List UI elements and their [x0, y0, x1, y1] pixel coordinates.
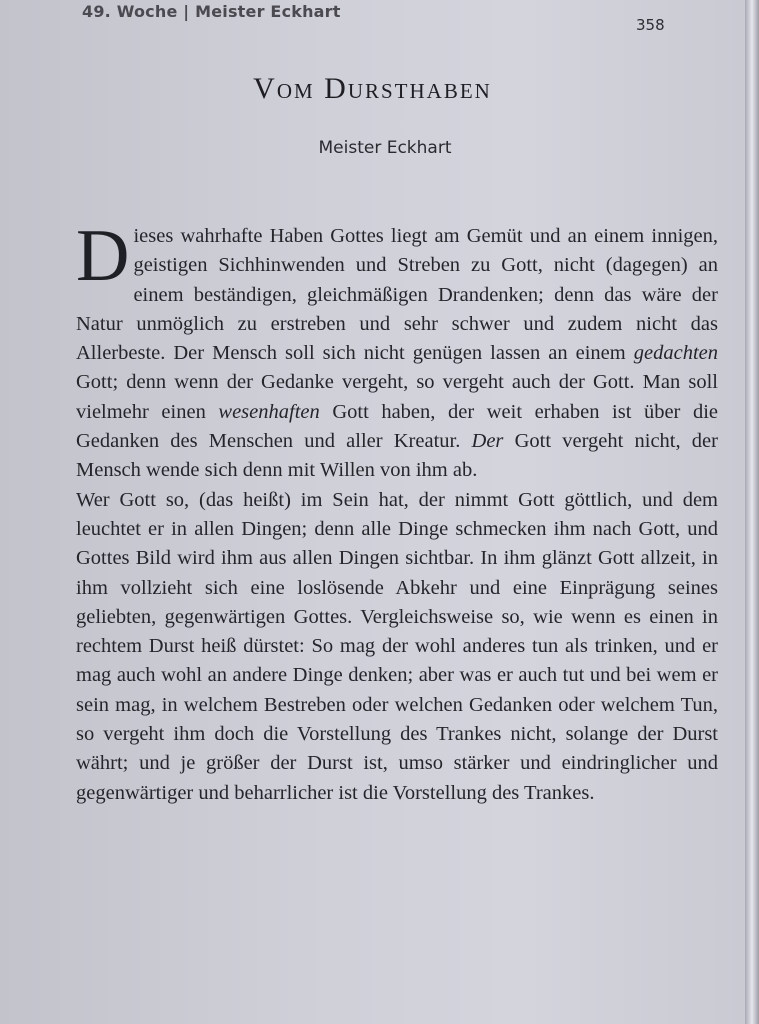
drop-cap: D [76, 215, 130, 297]
text-run: Gott vergeht nicht, der Mensch wende sich denn mit Willen von ihm ab. [76, 430, 718, 482]
body-text [76, 215, 719, 808]
page-edge [745, 0, 759, 1024]
emphasized-text: wesenhaften [218, 400, 320, 423]
text-run: Gott haben, der weit erhaben ist über die Gedanken des Menschen und aller Kreatur. [76, 400, 719, 453]
paragraph [76, 215, 719, 486]
running-header: 49. Woche | Meister Eckhart [82, 2, 341, 21]
paragraph [76, 486, 718, 808]
text-run: ieses wahrhafte Haben Gottes liegt am Gemüt und an einem innigen, geistigen Sichhinwenden und Streben zu Gott, nicht (dagegen) an einem beständigen, gleichmäßigen Drandenken; denn das wäre der Natur unmöglich zu erstreben und sehr schwer und zudem nicht das Allerbeste. Der Mensch soll sich nicht genügen lassen an einem [76, 225, 718, 365]
text-run: Gott; denn wenn der Gedanke vergeht, so vergeht auch der Gott. Man soll vielmehr einen [76, 371, 718, 423]
page-number: 358 [636, 16, 665, 34]
chapter-title: Vom Dursthaben [253, 72, 492, 105]
text-run: Wer Gott so, (das heißt) im Sein hat, der nimmt Gott göttlich, und dem leuchtet er in allen Dingen; denn alle Dinge schmecken ihm nach Gott, und Gottes Bild wird ihm aus allen Dingen sichtbar. In ihm glänzt Gott allzeit, in ihm vollzieht sich eine loslösende Abkehr und eine Einprägung seines geliebten, gegenwärtigen Gottes. Vergleichsweise so, wie wenn es einen in rechtem Durst heiß dürstet: So mag der wohl anderes tun als trinken, und er mag auch wohl an andere Dinge denken; aber was er auch tut und bei wem er sein mag, in welchem Bestreben oder welchen Gedanken oder welchem Tun, so vergeht ihm doch die Vorstellung des Trankes nicht, solange der Durst währt; und je größer der Durst ist, umso stärker und eindringlicher und gegenwärtiger und beharrlicher ist die Vorstellung des Trankes. [76, 488, 718, 804]
emphasized-text: Der [471, 430, 504, 453]
emphasized-text: gedachten [633, 342, 718, 365]
chapter-author: Meister Eckhart [318, 138, 452, 158]
